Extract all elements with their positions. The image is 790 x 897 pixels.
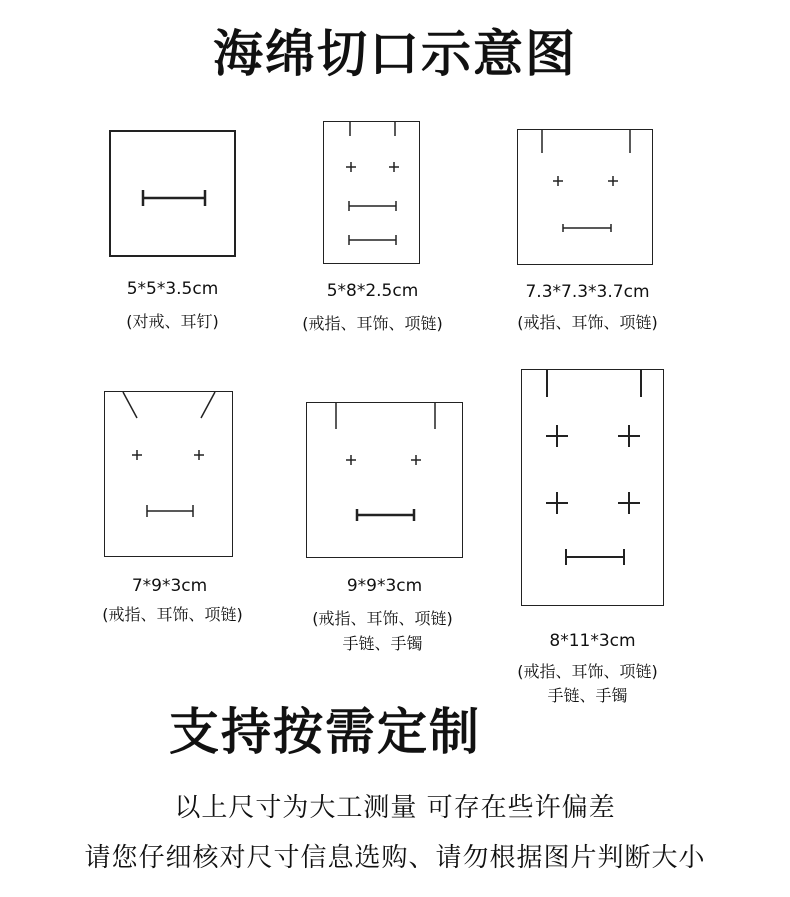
- size-label-5: 9*9*3cm: [346, 576, 423, 596]
- cut-marks-2: [324, 122, 421, 265]
- usage-label-6: (戒指、耳饰、项链): [517, 662, 658, 681]
- purchase-note: 请您仔细核对尺寸信息选购、请勿根据图片判断大小: [84, 843, 706, 873]
- size-label-4: 7*9*3cm: [131, 576, 208, 596]
- size-label-2: 5*8*2.5cm: [326, 281, 419, 301]
- size-label-6: 8*11*3cm: [549, 631, 636, 651]
- cut-marks-4: [105, 392, 234, 558]
- usage-extra-label-5: 手链、手镯: [342, 634, 423, 653]
- page-title: 海绵切口示意图: [213, 25, 577, 83]
- usage-label-4: (戒指、耳饰、项链): [102, 605, 243, 624]
- size-label-3: 7.3*7.3*3.7cm: [525, 282, 650, 302]
- usage-label-1: (对戒、耳钉): [126, 312, 219, 331]
- cut-marks-6: [522, 370, 665, 607]
- usage-extra-label-6: 手链、手镯: [547, 686, 628, 705]
- usage-label-5: (戒指、耳饰、项链): [312, 609, 453, 628]
- size-label-1: 5*5*3.5cm: [126, 279, 219, 299]
- usage-label-2: (戒指、耳饰、项链): [302, 314, 443, 333]
- cut-marks-3: [518, 130, 654, 266]
- sponge-diagram-1: [109, 130, 236, 257]
- cut-marks-5: [307, 403, 464, 559]
- usage-label-3: (戒指、耳饰、项链): [517, 313, 658, 332]
- sponge-diagram-6: [521, 369, 664, 606]
- sponge-diagram-3: [517, 129, 653, 265]
- sponge-diagram-4: [104, 391, 233, 557]
- sponge-diagram-5: [306, 402, 463, 558]
- cut-marks-1: [111, 132, 238, 259]
- measurement-note: 以上尺寸为大工测量 可存在些许偏差: [174, 793, 616, 823]
- custom-heading: 支持按需定制: [169, 703, 481, 761]
- sponge-diagram-2: [323, 121, 420, 264]
